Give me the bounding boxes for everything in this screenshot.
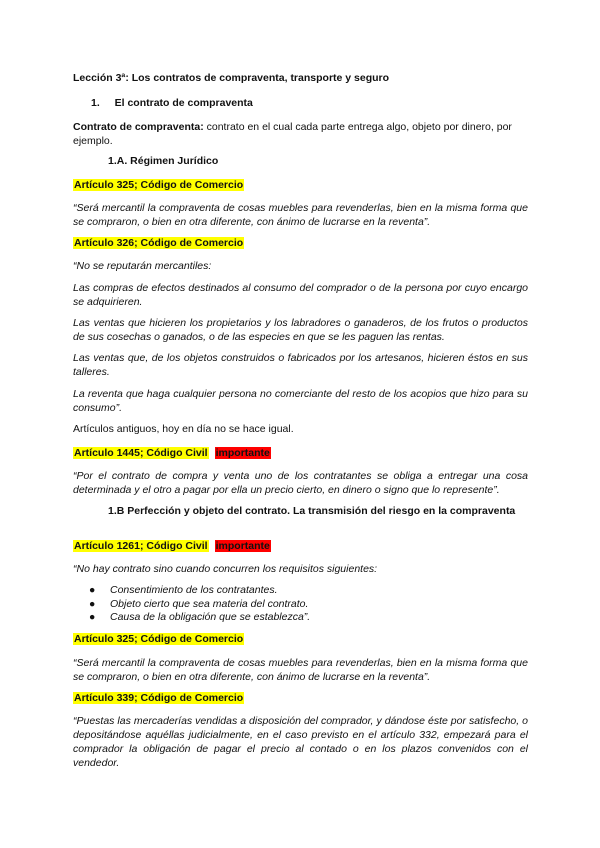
art325a-quote: “Será mercantil la compraventa de cosas muebles para revenderlas, bien en la misma forma que se compraron, o bien en otra diferente, con ánimo de lucrarse en la reventa”. [73,202,528,228]
definition-paragraph [73,120,528,148]
list-item [73,584,528,598]
section-1-number: 1. [91,97,100,109]
art1261-intro: “No hay contrato sino cuando concurren los requisitos siguientes: [73,563,378,575]
art1261-label-line [73,539,528,553]
art1445-label-line [73,446,528,460]
list-item-text: Objeto cierto que sea materia del contrato. [110,597,309,610]
art326-paragraph-1: Las compras de efectos destinados al consumo del comprador o de la persona por cuyo encargo se adquirieren. [73,282,528,308]
section-1-title: El contrato de compraventa [114,97,253,109]
art325a-label: Artículo 325; Código de Comercio [74,179,244,191]
definition-text: contrato en el cual cada parte entrega algo, objeto por dinero, por ejemplo. [73,121,512,147]
art1261-important-badge: importante [215,540,270,552]
art325b-label: Artículo 325; Código de Comercio [74,633,244,645]
art326-paragraph-3: Las ventas que, de los objetos construidos o fabricados por los artesanos, hicieren éstos en sus talleres. [73,352,528,378]
list-item [73,598,528,612]
art1445-quote: “Por el contrato de compra y venta uno de los contratantes se obliga a entregar una cosa determinada y el otro a pagar por ella un precio cierto, en dinero o signo que lo represente”. [73,470,528,496]
art339-label: Artículo 339; Código de Comercio [74,692,244,704]
art326-label-line [73,236,528,250]
bullet-icon: ● [89,611,96,623]
art326-intro: “No se reputarán mercantiles: [73,260,212,272]
bullet-icon: ● [89,597,96,610]
art326-paragraph-4: La reventa que haga cualquier persona no comerciante del resto de los acopios que hizo para su consumo”. [73,388,528,414]
section-1-heading [91,96,546,110]
list-item-text: Causa de la obligación que se establezca”. [110,611,311,623]
list-item-text: Consentimiento de los contratantes. [110,584,278,596]
art325b-quote: “Será mercantil la compraventa de cosas muebles para revenderlas, bien en la misma forma que se compraron, o bien en otra diferente, con ánimo de lucrarse en la reventa”. [73,657,528,683]
bullet-icon: ● [89,584,96,596]
art326-paragraph-2: Las ventas que hicieren los propietarios y los labradores o ganaderos, de los frutos o productos de sus cosechas o ganados, o de las especies en que se les paguen las rentas. [73,317,528,343]
art1261-requirements-list [73,584,528,625]
art325a-label-line [73,178,528,192]
definition-term: Contrato de compraventa: [73,121,204,133]
list-item [73,611,528,625]
art326-label: Artículo 326; Código de Comercio [74,237,244,249]
section-1b-heading: 1.B Perfección y objeto del contrato. La transmisión del riesgo en la compraventa [108,505,516,517]
note-text: Artículos antiguos, hoy en día no se hace igual. [73,423,294,435]
art339-label-line [73,691,528,705]
art1445-important-badge: importante [215,447,270,459]
art1445-label: Artículo 1445; Código Civil [74,447,208,459]
art325b-label-line [73,632,528,646]
art1261-label: Artículo 1261; Código Civil [74,540,208,552]
lesson-title: Lección 3ª: Los contratos de compraventa, transporte y seguro [73,72,390,84]
art339-quote: “Puestas las mercaderías vendidas a disposición del comprador, y dándose éste por satisfecho, o depositándose aquéllas judicialmente, en el caso previsto en el artículo 332, empezará para el comprador la obligación de pagar el precio al contado o en los plazos convenidos con el vendedor. [73,715,528,769]
section-1a-heading: 1.A. Régimen Jurídico [108,155,219,167]
